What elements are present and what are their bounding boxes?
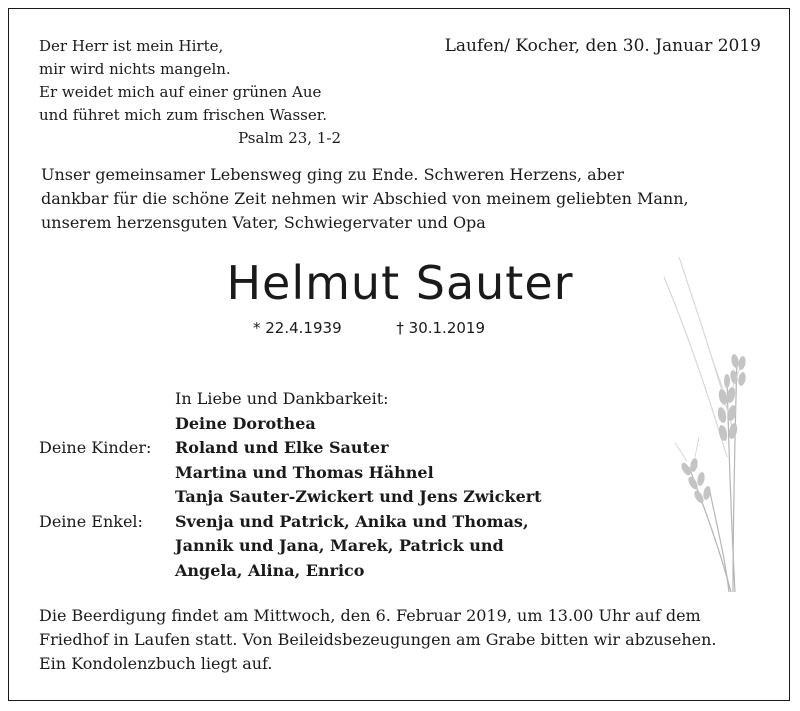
psalm-line: und führet mich zum frischen Wasser.: [39, 106, 328, 124]
life-dates: [253, 319, 485, 337]
mourner-name: Roland und Elke Sauter: [175, 438, 389, 457]
mourner-name: Tanja Sauter-Zwickert und Jens Zwickert: [175, 487, 542, 506]
mourner-group-label: [39, 534, 175, 559]
mourner-name: Deine Dorothea: [175, 413, 316, 433]
mourner-group-label: [39, 485, 175, 510]
funeral-line: Friedhof in Laufen statt. Von Beileidsbezeugungen am Grabe bitten wir abzusehen.: [39, 630, 717, 649]
intro-line: Unser gemeinsamer Lebensweg ging zu Ende. Schweren Herzens, aber: [41, 165, 625, 184]
mourner-group-label: [39, 412, 175, 437]
mourner-row: [39, 510, 599, 535]
place-date: Laufen/ Kocher, den 30. Januar 2019: [444, 36, 761, 56]
mourner-row: [39, 412, 599, 437]
intro-line: unserem herzensguten Vater, Schwiegervater und Opa: [41, 213, 486, 232]
mourner-name: Svenja und Patrick, Anika und Thomas,: [175, 511, 529, 531]
mourners-heading: In Liebe und Dankbarkeit:: [175, 389, 389, 408]
intro-text: [41, 163, 761, 235]
mourner-row: [39, 534, 599, 559]
deceased-name: Helmut Sauter: [226, 256, 574, 310]
mourner-group-label: [39, 461, 175, 486]
psalm-quote: [39, 35, 359, 150]
intro-line: dankbar für die schöne Zeit nehmen wir Abschied von meinem geliebten Mann,: [41, 189, 689, 208]
wheat-ears-icon: [649, 257, 779, 597]
mourners-heading-row: [39, 387, 599, 412]
mourner-name: Angela, Alina, Enrico: [175, 560, 365, 580]
mourner-row: [39, 559, 599, 584]
obituary-notice: [8, 8, 790, 701]
funeral-line: Die Beerdigung findet am Mittwoch, den 6. Februar 2019, um 13.00 Uhr auf dem: [39, 606, 701, 625]
mourner-name: Jannik und Jana, Marek, Patrick und: [175, 536, 504, 555]
mourner-name: Martina und Thomas Hähnel: [175, 462, 434, 482]
birth-date: * 22.4.1939: [253, 319, 342, 337]
psalm-line: Der Herr ist mein Hirte,: [39, 37, 224, 55]
mourners-list: [39, 387, 599, 583]
psalm-line: Er weidet mich auf einer grünen Aue: [39, 83, 322, 101]
psalm-line: mir wird nichts mangeln.: [39, 60, 231, 78]
psalm-reference: Psalm 23, 1-2: [238, 129, 341, 147]
death-date: † 30.1.2019: [396, 319, 485, 337]
mourner-group-label: Deine Enkel:: [39, 511, 143, 531]
mourner-row: [39, 461, 599, 486]
funeral-details: [39, 604, 779, 676]
funeral-line: Ein Kondolenzbuch liegt auf.: [39, 654, 273, 673]
mourner-group-label: Deine Kinder:: [39, 438, 152, 457]
mourner-row: [39, 436, 599, 461]
mourner-row: [39, 485, 599, 510]
mourner-group-label: [39, 559, 175, 584]
